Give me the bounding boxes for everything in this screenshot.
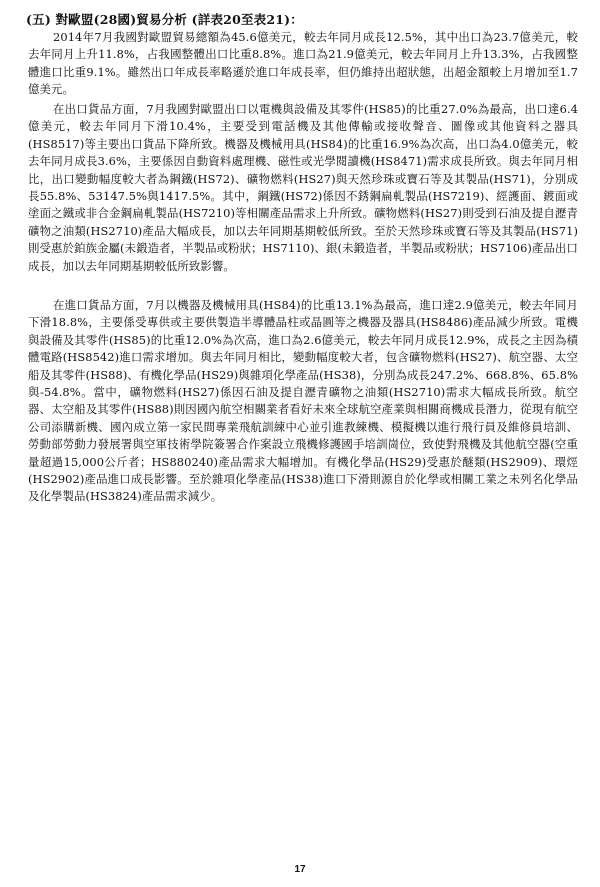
paragraph-trade-overview: 2014年7月我國對歐盟貿易總額為45.6億美元，較去年同月成長12.5%，其中出口為23.7億美元，較去年同月上升11.8%，占我國整體出口比重8.8%。進口為21.9億美元，較去年同月上升13.3%，占我國整體進口比重9.1%。雖然出口年成長率略遜於進口年成長率，但仍維持出超狀態，出超金額較上月增加至1.7億美元。 [28, 30, 578, 97]
section-heading: (五) 對歐盟(28國)貿易分析 (詳表20至表21)： [26, 12, 303, 27]
page-number: 17 [294, 864, 306, 875]
paragraph-export-goods: 在出口貨品方面，7月我國對歐盟出口以電機與設備及其零件(HS85)的比重27.0%為最高，出口達6.4億美元，較去年同月下滑10.4%，主要受到電話機及其他傳輸或接收聲音、圖像或其他資料之器具(HS8517)等主要出口貨品下降所致。機器及機械用具(HS84)的比重16.9%為次高，出口為4.0億美元，較去年同月成長3.6%，主要係因自動資料處理機、磁性或光學閱讀機(HS8471)需求成長所致。與去年同月相比，出口變動幅度較大者為鋼鐵(HS72)、礦物燃料(HS27)與天然珍珠或寶石等及其製品(HS71)，分別成長55.8%、53147.5%與1417.5%。其中，鋼鐵(HS72)係因不銹鋼扁軋製品(HS7219)、經護面、鍍面或塗面之鐵或非合金鋼扁軋製品(HS7210)等相關產品需求上升所致。礦物燃料(HS27)則受到石油及提自瀝青礦物之油類(HS2710)產品大幅成長，加以去年同期基期較低所致。至於天然珍珠或寶石等及其製品(HS71)則受惠於鉑族金屬(未鍛造者，半製品或粉狀；HS7110)、銀(未鍛造者，半製品或粉狀；HS7106)產品出口成長，加以去年同期基期較低所致影響。 [28, 102, 578, 273]
paragraph-import-goods: 在進口貨品方面，7月以機器及機械用具(HS84)的比重13.1%為最高，進口達2.9億美元，較去年同月下滑18.8%，主要係受專供或主要供製造半導體晶柱或晶圓等之機器及器具(HS8486)產品減少所致。電機與設備及其零件(HS85)的比重12.0%為次高，進口為2.6億美元，較去年同月成長12.9%，成長之主因為積體電路(HS8542)進口需求增加。與去年同月相比，變動幅度較大者，包含礦物燃料(HS27)、航空器、太空船及其零件(HS88)、有機化學品(HS29)與雜項化學產品(HS38)，分別為成長247.2%、668.8%、65.8%與-54.8%。當中，礦物燃料(HS27)係因石油及提自瀝青礦物之油類(HS2710)需求大幅成長所致。航空器、太空船及其零件(HS88)則因國內航空相關業者看好未來全球航空產業與相關商機成長潛力，從現有航空公司添購新機、國內成立第一家民間專業飛航訓練中心並引進教練機、模擬機以進行飛行員及維修員培訓、勞動部勞動力發展署與空軍技術學院簽署合作案設立飛機修護國手培訓崗位，致使對飛機及其他航空器(空重量超過15,000公斤者；HS880240)產品需求大幅增加。有機化學品(HS29)受惠於醚類(HS2909)、環烴(HS2902)產品進口成長影響。至於雜項化學產品(HS38)進口下滑則源自於化學或相關工業之未列名化學品及化學製品(HS3824)產品需求減少。 [28, 298, 578, 504]
